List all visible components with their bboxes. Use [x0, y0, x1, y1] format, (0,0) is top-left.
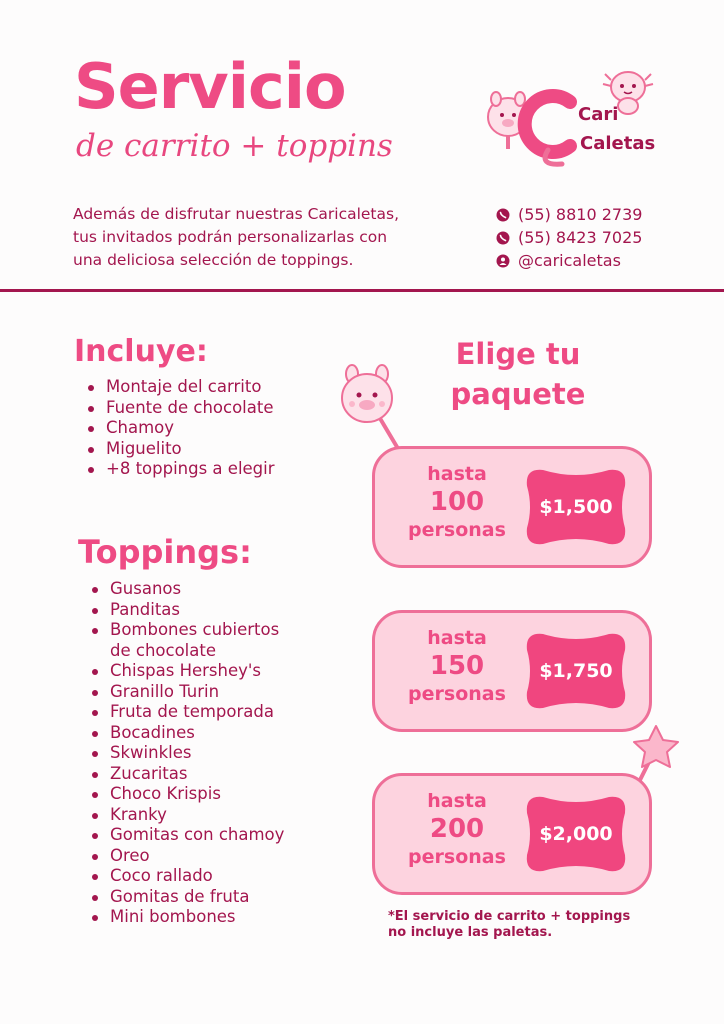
list-item: Montaje del carrito: [82, 377, 275, 398]
list-item: Gomitas de fruta: [86, 887, 284, 908]
list-item: Kranky: [86, 805, 284, 826]
contact-text: (55) 8810 2739: [518, 205, 643, 224]
list-item: Gusanos: [86, 579, 284, 600]
list-item: Fuente de chocolate: [82, 398, 275, 419]
footnote-line: no incluye las paletas.: [388, 925, 553, 940]
contact-phone-1[interactable]: [496, 203, 642, 226]
list-item: Gomitas con chamoy: [86, 825, 284, 846]
caricaletas-logo: [478, 62, 668, 172]
list-item: Bocadines: [86, 723, 284, 744]
contact-instagram[interactable]: [496, 249, 642, 272]
incluye-title: Incluye:: [74, 334, 208, 369]
paquete-info: [395, 625, 519, 707]
list-item: Coco rallado: [86, 866, 284, 887]
paquete-title-line: paquete: [450, 377, 586, 411]
instagram-icon: [496, 254, 510, 268]
paquete-price: $2,000: [539, 823, 613, 845]
page-title: Servicio: [74, 50, 346, 123]
paquete-personas-label: personas: [408, 519, 506, 541]
paquete-card-200[interactable]: [372, 773, 652, 895]
logo-text-caletas: Caletas: [580, 133, 656, 154]
list-item: Bombones cubiertos: [86, 620, 284, 641]
list-item: Mini bombones: [86, 907, 284, 928]
whatsapp-icon: [496, 231, 510, 245]
paquete-hasta: hasta: [427, 790, 487, 812]
page-subtitle: de carrito + toppins: [76, 128, 393, 164]
paquete-title: [438, 334, 598, 414]
intro-line: Además de disfrutar nuestras Caricaletas,: [73, 205, 400, 223]
paquete-hasta: hasta: [427, 627, 487, 649]
list-item: Choco Krispis: [86, 784, 284, 805]
header-divider: [0, 289, 724, 292]
contact-phone-2[interactable]: [496, 226, 642, 249]
paquete-price: $1,750: [539, 660, 613, 682]
intro-line: una deliciosa selección de toppings.: [73, 251, 354, 269]
paquete-card-150[interactable]: [372, 610, 652, 732]
toppings-list: [86, 579, 284, 928]
paquete-personas-label: personas: [408, 683, 506, 705]
paquete-personas-num: 200: [429, 814, 485, 844]
list-item-continuation: de chocolate: [110, 640, 216, 660]
paquete-personas-num: 150: [429, 651, 485, 681]
whatsapp-icon: [496, 208, 510, 222]
list-item: Zucaritas: [86, 764, 284, 785]
list-item: Miguelito: [82, 439, 275, 460]
list-item: Oreo: [86, 846, 284, 867]
paquete-personas-num: 100: [429, 487, 485, 517]
footnote: [388, 909, 630, 941]
paquete-info: [395, 461, 519, 543]
paquete-card-100[interactable]: [372, 446, 652, 568]
paquete-hasta: hasta: [427, 463, 487, 485]
paquete-title-line: Elige tu: [455, 337, 581, 371]
logo-c-shape: [525, 96, 570, 152]
contact-list: [496, 203, 642, 272]
incluye-list: [82, 377, 275, 480]
list-item: Granillo Turin: [86, 682, 284, 703]
list-item: Chispas Hershey's: [86, 661, 284, 682]
llama-lollipop-icon: [338, 360, 408, 455]
logo-text-cari: Cari: [578, 104, 619, 125]
intro-line: tus invitados podrán personalizarlas con: [73, 228, 388, 246]
contact-text: @caricaletas: [518, 251, 621, 270]
contact-text: (55) 8423 7025: [518, 228, 643, 247]
list-item: Panditas: [86, 600, 284, 621]
list-item: Chamoy: [82, 418, 275, 439]
list-item: +8 toppings a elegir: [82, 459, 275, 480]
paquete-price: $1,500: [539, 496, 613, 518]
list-item: Skwinkles: [86, 743, 284, 764]
toppings-title: Toppings:: [78, 533, 252, 571]
paquete-info: [395, 788, 519, 870]
intro-text: [73, 203, 493, 272]
footnote-line: *El servicio de carrito + toppings: [388, 909, 631, 924]
list-item: Fruta de temporada: [86, 702, 284, 723]
paquete-personas-label: personas: [408, 846, 506, 868]
